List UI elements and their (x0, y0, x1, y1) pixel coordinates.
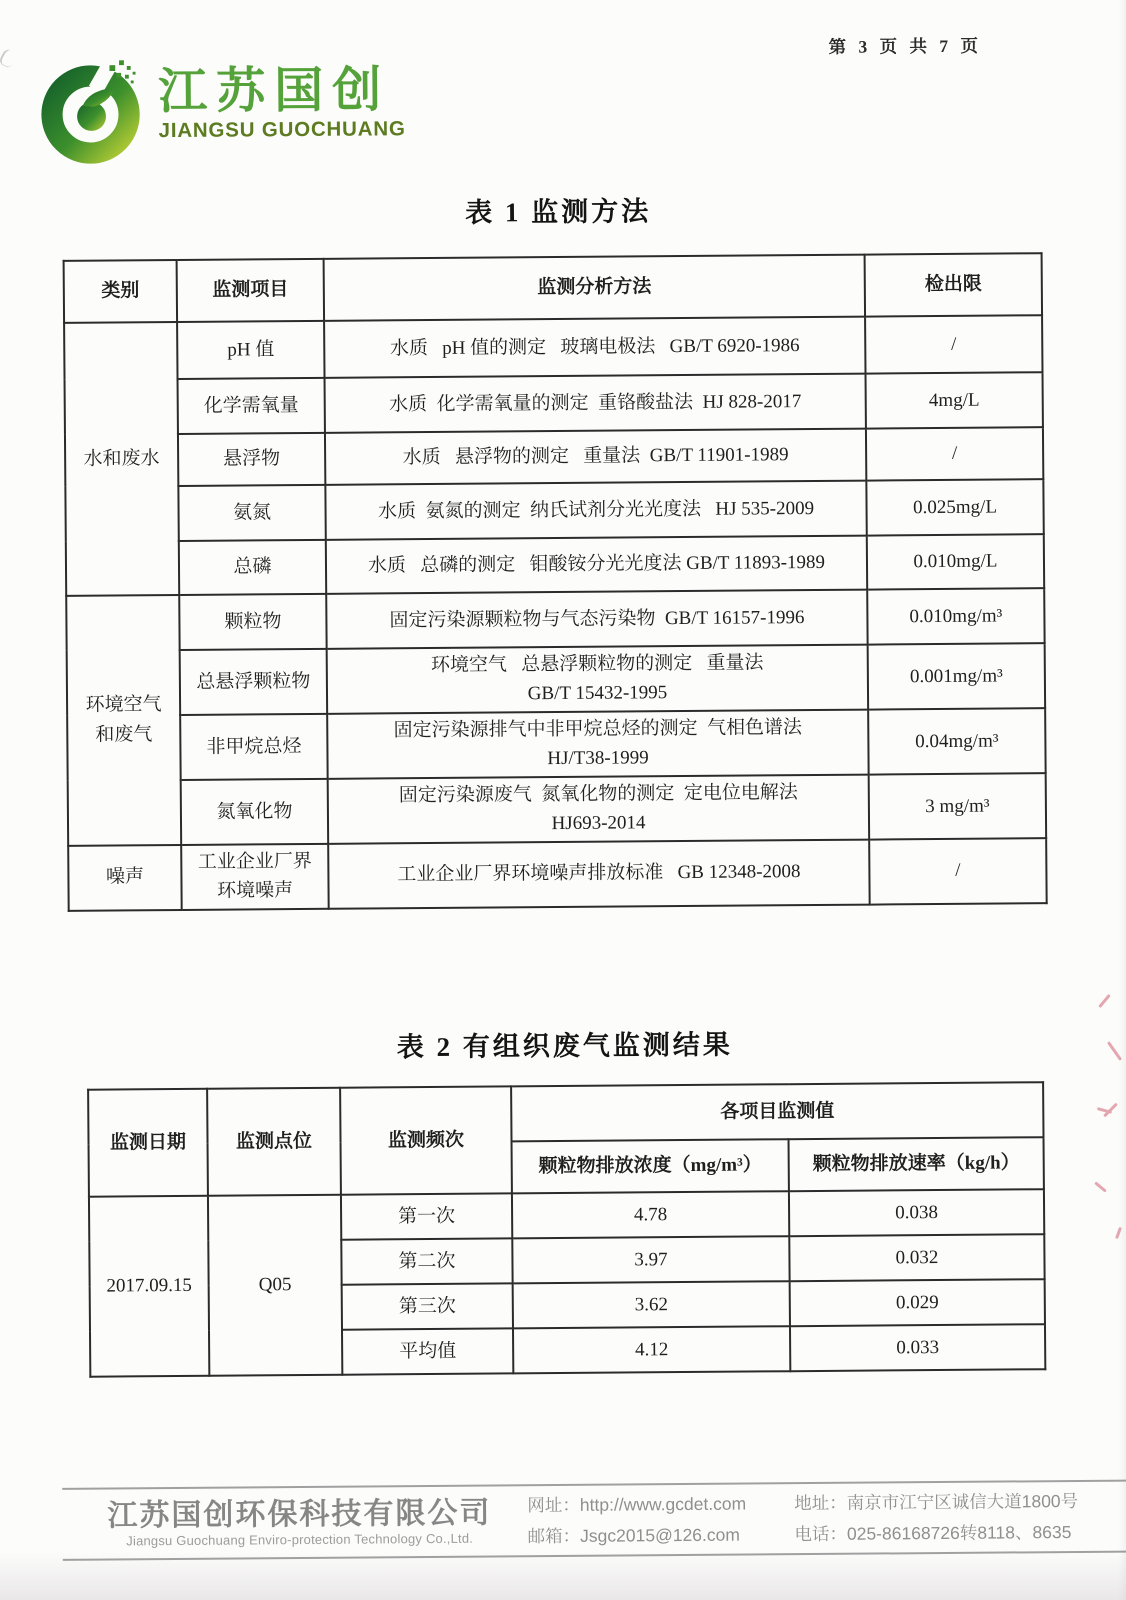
footer-company (107, 1497, 491, 1549)
guochuang-swirl-logo-icon (40, 55, 147, 166)
limit-cell: 0.010mg/L (867, 534, 1044, 589)
footer-website: 网址：http://www.gcdet.com (527, 1493, 747, 1516)
limit-cell: 0.04mg/m³ (868, 708, 1046, 774)
table-row (66, 588, 1044, 651)
item-cell: 工业企业厂界 环境噪声 (181, 844, 329, 910)
freq-cell: 平均值 (342, 1328, 513, 1374)
table2-col-conc: 颗粒物排放浓度（mg/m³） (512, 1139, 789, 1193)
method-cell: 水质 化学需氧量的测定 重铬酸盐法 HJ 828-2017 (325, 374, 866, 433)
category-noise: 噪声 (68, 845, 182, 911)
table2-col-group: 各项目监测值 (511, 1082, 1043, 1141)
table2-col-point: 监测点位 (207, 1088, 341, 1196)
footer (62, 1480, 1126, 1561)
method-cell: 水质 氨氮的测定 纳氏试剂分光光度法 HJ 535-2009 (325, 481, 866, 540)
limit-cell: / (869, 838, 1047, 904)
method-cell: 固定污染源排气中非甲烷总烃的测定 气相色谱法 HJ/T38-1999 (327, 709, 868, 778)
table-row (65, 427, 1043, 487)
table-row (89, 1189, 1044, 1241)
item-cell: 氮氧化物 (181, 779, 329, 845)
limit-cell: 0.010mg/m³ (867, 588, 1044, 644)
method-cell: 固定污染源废气 氮氧化物的测定 定电位电解法 HJ693-2014 (328, 774, 869, 843)
conc-cell: 4.78 (512, 1191, 789, 1238)
table2-col-rate: 颗粒物排放速率（kg/h） (789, 1137, 1044, 1191)
footer-contact-web (527, 1488, 746, 1551)
freq-cell: 第一次 (341, 1193, 512, 1239)
limit-cell: 0.025mg/L (866, 479, 1043, 535)
table-row (65, 479, 1043, 542)
item-cell: 颗粒物 (179, 594, 326, 650)
scan-right-edge-shade (1118, 0, 1126, 1600)
limit-cell: / (866, 427, 1043, 480)
table1-title: 表 1 监测方法 (465, 196, 652, 228)
table-row (66, 534, 1044, 596)
footer-company-cn: 江苏国创环保科技有限公司 (107, 1496, 492, 1533)
conc-cell: 3.62 (513, 1281, 790, 1328)
scan-bottom-edge-shade (0, 1552, 1126, 1600)
company-logo (40, 53, 406, 166)
rate-cell: 0.032 (789, 1234, 1044, 1281)
item-cell: 氨氮 (178, 485, 325, 541)
rate-cell: 0.029 (790, 1279, 1045, 1326)
table2-exhaust-results (87, 1081, 1046, 1378)
category-water: 水和废水 (64, 322, 179, 596)
table-row (68, 773, 1046, 846)
limit-cell: 4mg/L (866, 372, 1043, 428)
limit-cell: 0.001mg/m³ (868, 643, 1046, 709)
item-cell: 总悬浮颗粒物 (180, 649, 328, 715)
footer-email: 邮箱：Jsgc2015@126.com (527, 1524, 741, 1546)
method-cell: 水质 悬浮物的测定 重量法 GB/T 11901-1989 (325, 429, 866, 485)
footer-contact-addr (794, 1486, 1078, 1549)
logo-name-cn: 江苏国创 (158, 63, 391, 120)
conc-cell: 3.97 (512, 1236, 789, 1283)
method-cell: 固定污染源颗粒物与气态污染物 GB/T 16157-1996 (326, 590, 867, 649)
table-row (67, 643, 1045, 716)
table2-header-row-1 (88, 1082, 1043, 1144)
rate-cell: 0.033 (790, 1324, 1045, 1371)
date-cell: 2017.09.15 (89, 1196, 209, 1377)
page-number: 第 3 页 共 7 页 (828, 35, 983, 57)
freq-cell: 第三次 (342, 1283, 513, 1329)
method-cell: 水质 pH 值的测定 玻璃电极法 GB/T 6920-1986 (324, 317, 865, 378)
table1-col-method: 监测分析方法 (324, 255, 865, 321)
footer-company-en: Jiangsu Guochuang Enviro-protection Technology Co.,Ltd. (126, 1530, 474, 1549)
rate-cell: 0.038 (789, 1189, 1044, 1236)
method-cell: 工业企业厂界环境噪声排放标准 GB 12348-2008 (328, 839, 869, 908)
table1-col-item: 监测项目 (177, 259, 324, 322)
footer-phone: 电话：025-86168726转8118、8635 (794, 1521, 1072, 1544)
table1-container (63, 252, 1048, 911)
table2-col-date: 监测日期 (88, 1089, 208, 1197)
item-cell: 非甲烷总烃 (180, 714, 328, 780)
item-cell: 悬浮物 (178, 433, 325, 486)
freq-cell: 第二次 (341, 1238, 512, 1284)
table-row (65, 372, 1043, 435)
footer-address: 地址：南京市江宁区诚信大道1800号 (794, 1490, 1079, 1514)
table-row (68, 838, 1046, 911)
conc-cell: 4.12 (513, 1326, 790, 1373)
item-cell: 总磷 (179, 540, 326, 595)
table2-col-freq: 监测频次 (340, 1086, 512, 1194)
logo-name-en: JIANGSU GUOCHUANG (158, 117, 406, 143)
table2-container (87, 1081, 1046, 1378)
limit-cell: / (865, 315, 1042, 373)
limit-cell: 3 mg/m³ (869, 773, 1047, 839)
method-cell: 水质 总磷的测定 钼酸铵分光光度法 GB/T 11893-1989 (326, 536, 867, 594)
table1-header-row (64, 253, 1042, 323)
table-row (64, 315, 1042, 380)
point-cell: Q05 (208, 1195, 342, 1376)
method-cell: 环境空气 总悬浮颗粒物的测定 重量法 GB/T 15432-1995 (327, 645, 868, 714)
item-cell: pH 值 (177, 321, 324, 379)
table1-col-limit: 检出限 (865, 253, 1042, 316)
logo-wordmark (158, 65, 406, 143)
item-cell: 化学需氧量 (178, 378, 325, 434)
table1-col-category: 类别 (64, 260, 177, 323)
table1-monitoring-methods (63, 252, 1048, 911)
table-row (67, 708, 1045, 781)
table2-title: 表 2 有组织废气监测结果 (396, 1029, 733, 1063)
category-air: 环境空气 和废气 (66, 595, 181, 846)
